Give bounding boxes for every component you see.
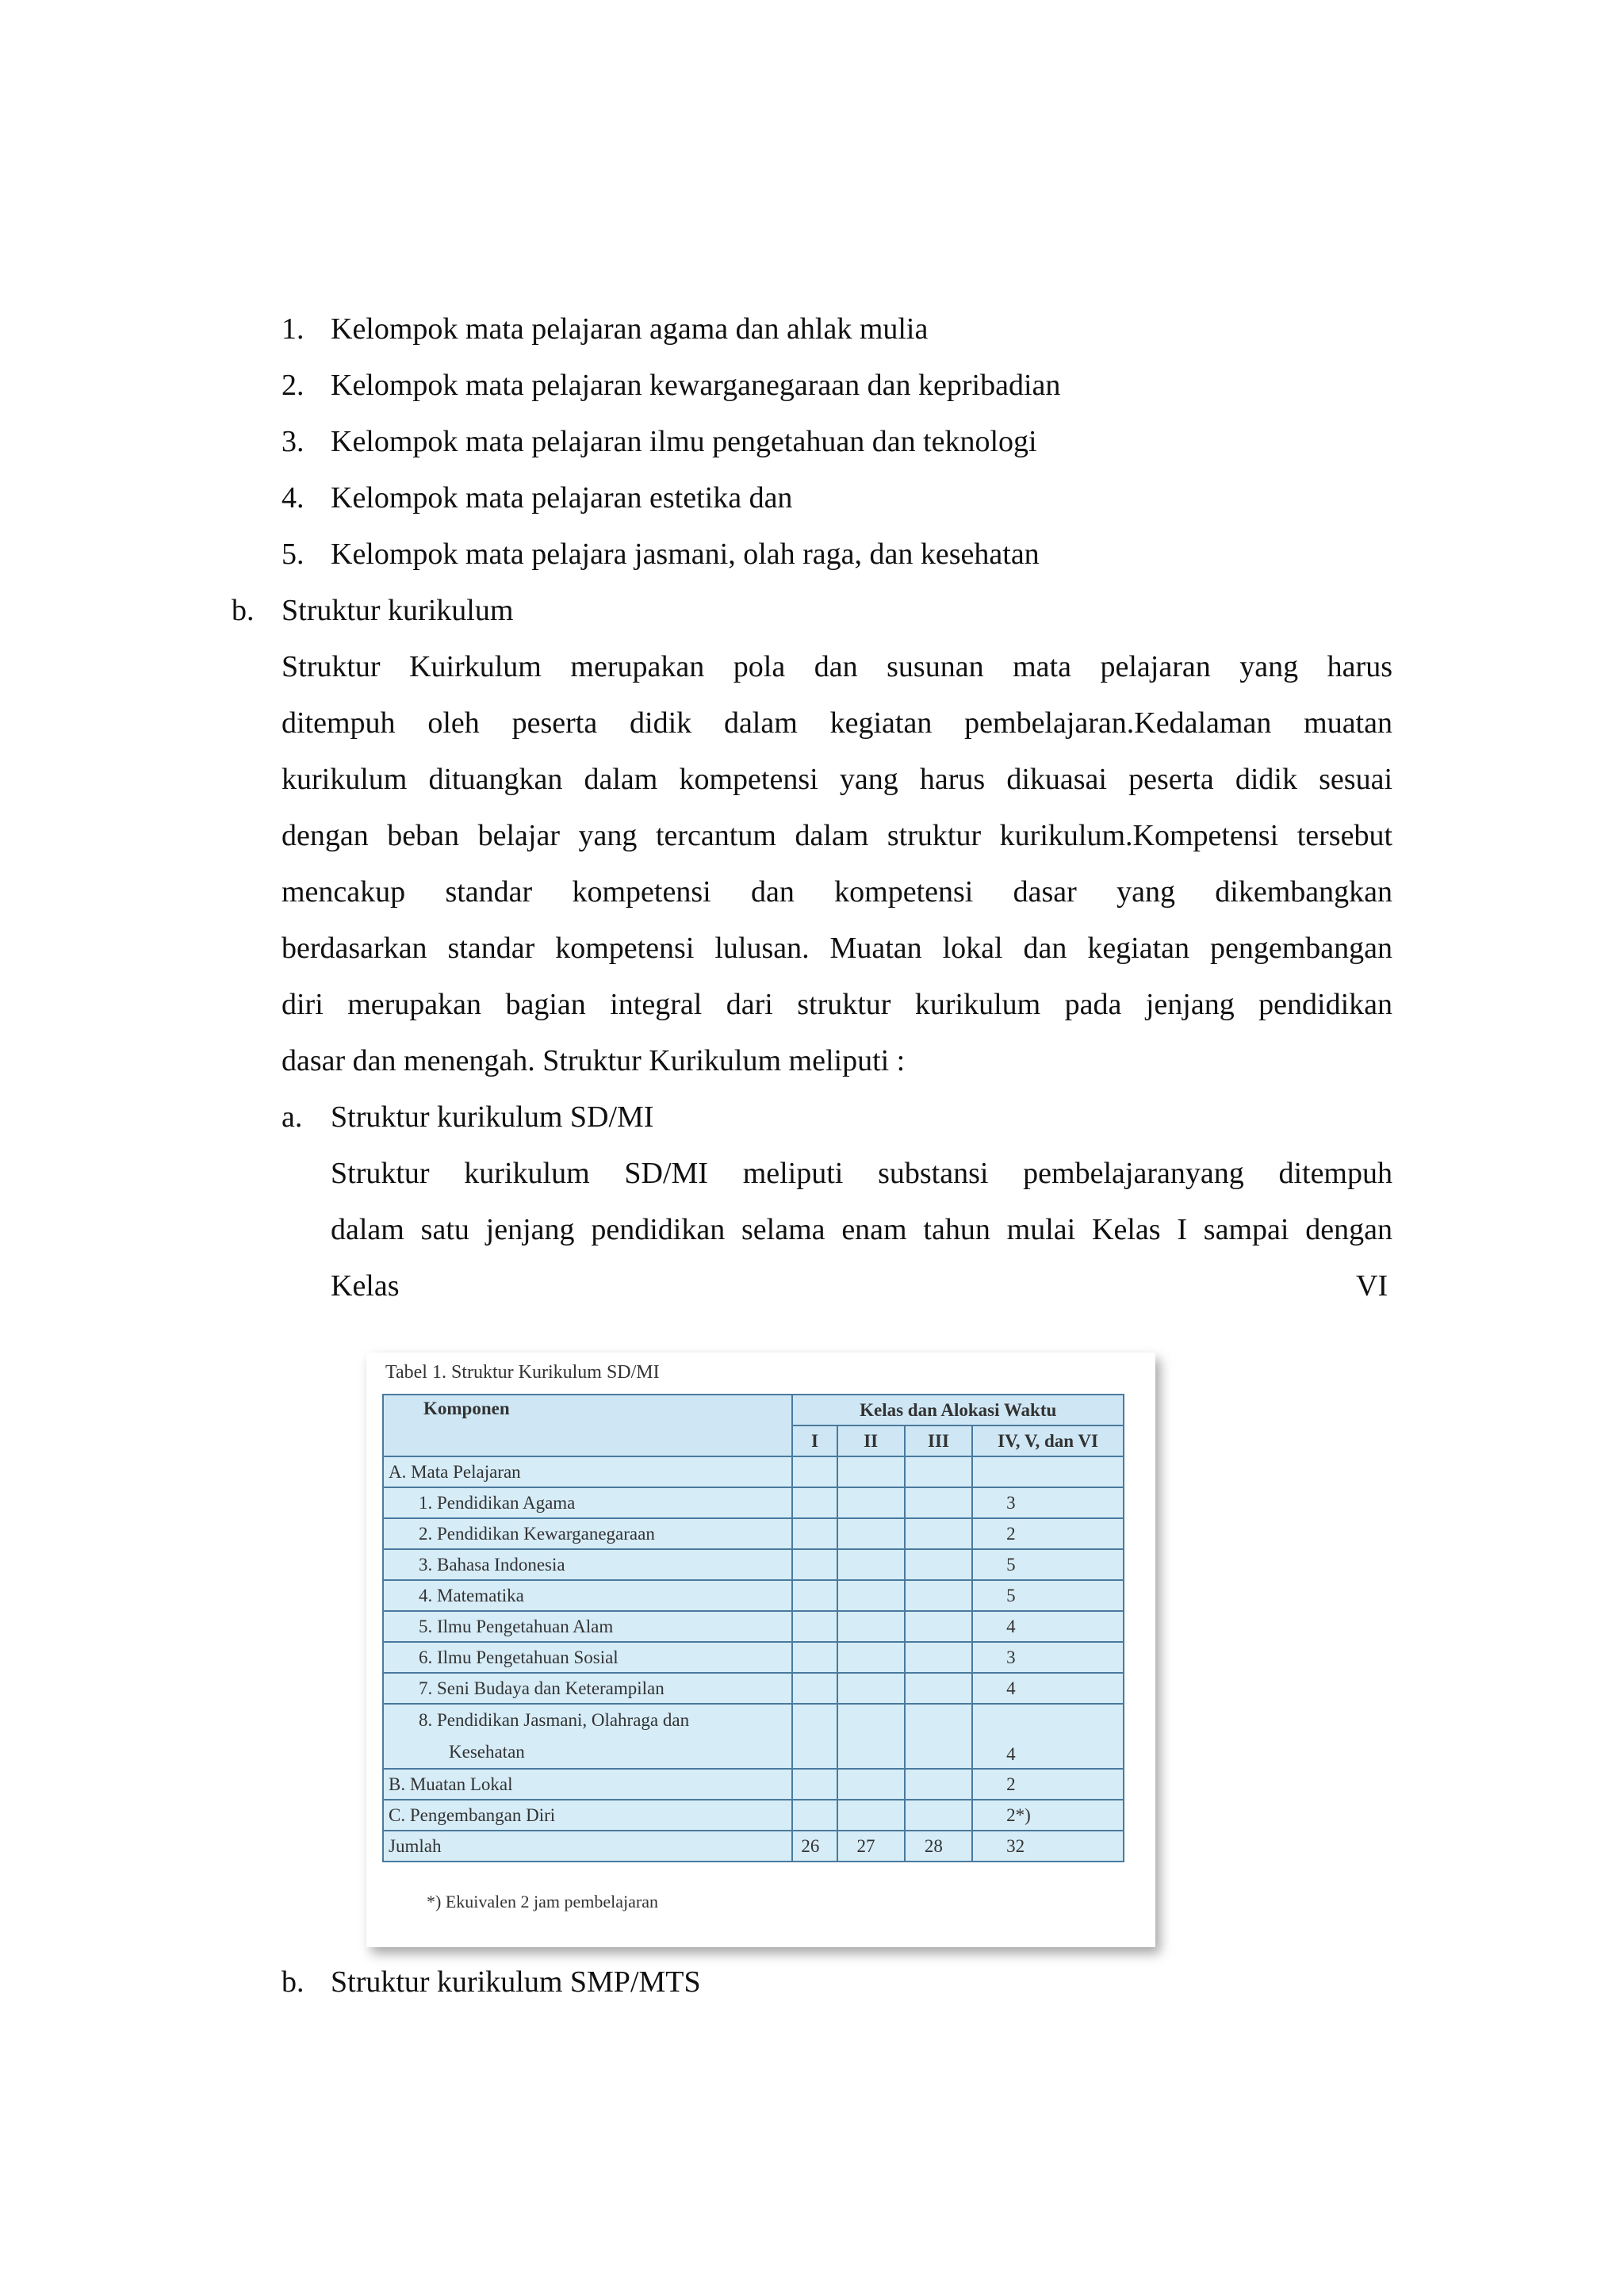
table-row: C. Pengembangan Diri 2*)	[383, 1800, 1124, 1831]
paragraph-line: Struktur kurikulum SD/MI meliputi substansi pembelajaranyang ditempuh	[331, 1157, 1392, 1190]
table-row: 7. Seni Budaya dan Keterampilan 4	[383, 1673, 1124, 1704]
table-total-row: Jumlah 26 27 28 32	[383, 1831, 1124, 1862]
table-footnote: *) Ekuivalen 2 jam pembelajaran	[427, 1892, 658, 1911]
paragraph-line: dasar dan menengah. Struktur Kurikulum meliputi :	[282, 1044, 906, 1077]
section-label: A. Mata Pelajaran	[383, 1456, 792, 1487]
paragraph-line: Struktur Kuirkulum merupakan pola dan susunan mata pelajaran yang harus	[282, 650, 1392, 683]
header-komponen: Komponen	[383, 1395, 792, 1456]
paragraph-line: ditempuh oleh peserta didik dalam kegiatan pembelajaran.Kedalaman muatan	[282, 706, 1392, 740]
document-page: 1. Kelompok mata pelajaran agama dan ahlak mulia 2. Kelompok mata pelajaran kewarganegaraan dan kepribadian 3. Kelompok mata pelajaran ilmu pengetahuan dan teknologi 4. Kelompok mata pelajaran estetika dan 5. Kelompok mata pelajara jasmani, olah raga, dan kesehatan b. Struktur kurikulum Struktur Kuirkulum merupakan pola dan susunan mata pelajaran yang harus ditempuh oleh peserta didik dalam kegiatan pembelajaran.Kedalaman muatan kurikulum dituangkan dalam kompetensi yang harus dikuasai peserta didik sesuai dengan beban belajar yang tercantum dalam struktur kurikulum.Kompetensi tersebut mencakup standar kompetensi dan kompetensi dasar yang dikembangkan berdasarkan standar kompetensi lulusan. Muatan lokal dan kegiatan pengembangan diri merupakan bagian integral dari struktur kurikulum pada jenjang pendidikan dasar dan menengah. Struktur Kurikulum meliputi : a. Struktur kurikulum SD/MI Struktur kurikulum SD/MI meliputi substansi pembelajaranyang ditempuh dalam satu jenjang pendidikan selama enam tahun mulai Kelas I sampai dengan Kelas VI Tabel 1. Struktur Kurikulum SD/MI Komponen Kelas dan Alokasi Waktu I II III IV, V, dan VI A. Mata Pelajaran 1. Pendidikan Agama 3 2. Pendidikan Kewarganegaraan 2 3. Bahasa Indonesia 5 4. Matematika 5 5. Ilmu Pengetahuan Alam 4 6. Ilmu Pengetahuan Sosial 3 7. Seni Budaya dan Keterampilan 4 8. Pendidikan Jasmani, Olahraga dan Kesehatan 4 B. Muatan Lokal 2 C. Pengembangan Diri 2*) Jumlah 26 27 28 32 *) Ekuivalen 2 jam pembelajaran b. Struktur kurikulum SMP/MTS	[232, 312, 1392, 1999]
header-col: II	[837, 1425, 905, 1456]
paragraph-line: mencakup standar kompetensi dan kompetensi dasar yang dikembangkan	[282, 875, 1392, 909]
paragraph-line: berdasarkan standar kompetensi lulusan. Muatan lokal dan kegiatan pengembangan	[282, 932, 1392, 965]
header-col: III	[905, 1425, 972, 1456]
table-row: 6. Ilmu Pengetahuan Sosial 3	[383, 1642, 1124, 1673]
table-header-row	[383, 1395, 1124, 1425]
table-caption: Tabel 1. Struktur Kurikulum SD/MI	[385, 1362, 660, 1383]
table-row	[383, 1456, 1124, 1487]
curriculum-table-figure	[366, 1353, 1155, 1947]
paragraph-line-vi: VI	[1356, 1269, 1388, 1303]
paragraph-line: kurikulum dituangkan dalam kompetensi yang harus dikuasai peserta didik sesuai	[282, 763, 1392, 796]
table-row: 2. Pendidikan Kewarganegaraan 2	[383, 1518, 1124, 1549]
paragraph-line: diri merupakan bagian integral dari struktur kurikulum pada jenjang pendidikan	[282, 988, 1392, 1021]
header-col: I	[792, 1425, 837, 1456]
header-col: IV, V, dan VI	[972, 1425, 1124, 1456]
paragraph-line: dalam satu jenjang pendidikan selama enam tahun mulai Kelas I sampai dengan	[331, 1213, 1392, 1246]
table-row: 4. Matematika 5	[383, 1580, 1124, 1611]
table-row: B. Muatan Lokal 2	[383, 1769, 1124, 1800]
paragraph-line-kelas: Kelas	[331, 1269, 400, 1303]
table-row: 3. Bahasa Indonesia 5	[383, 1549, 1124, 1580]
curriculum-table	[382, 1394, 1124, 1862]
table-row: 8. Pendidikan Jasmani, Olahraga dan Kesehatan 4	[383, 1704, 1124, 1769]
table-row: 5. Ilmu Pengetahuan Alam 4	[383, 1611, 1124, 1642]
paragraph-line: dengan beban belajar yang tercantum dalam struktur kurikulum.Kompetensi tersebut	[282, 819, 1392, 852]
header-kelas-group: Kelas dan Alokasi Waktu	[792, 1395, 1124, 1425]
table-row: 1. Pendidikan Agama 3	[383, 1487, 1124, 1518]
